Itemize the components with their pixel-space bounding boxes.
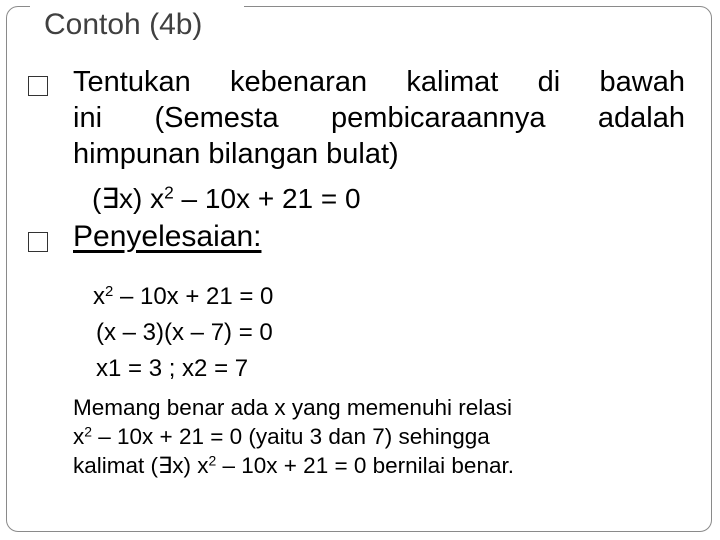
bullet-1-checkbox-icon xyxy=(28,76,48,96)
equation-1-exponent: 2 xyxy=(105,283,114,300)
bullet-1-text xyxy=(73,64,685,172)
solution-heading: Penyelesaian: xyxy=(73,220,262,253)
conclusion-line-2-rest: – 10x + 21 = 0 (yaitu 3 dan 7) sehingga xyxy=(92,424,490,449)
conclusion-line-3-pre: kalimat (∃x) x xyxy=(73,453,209,478)
bullet-1-line-2: ini (Semesta pembicaraannya adalah xyxy=(73,102,685,134)
equation-1-base: x xyxy=(93,283,105,310)
bullet-2-checkbox-icon xyxy=(28,232,48,252)
conclusion-line-3 xyxy=(73,453,514,479)
conclusion-line-2 xyxy=(73,424,490,450)
bullet-1-line-3: himpunan bilangan bulat) xyxy=(73,138,399,170)
statement-rest: – 10x + 21 = 0 xyxy=(173,183,361,214)
conclusion-line-2-base: x xyxy=(73,424,85,449)
statement xyxy=(92,182,361,215)
conclusion-line-2-exponent: 2 xyxy=(84,423,93,440)
equation-2: (x – 3)(x – 7) = 0 xyxy=(96,319,273,346)
slide-title: Contoh (4b) xyxy=(44,8,203,41)
bullet-1-line-1: Tentukan kebenaran kalimat di bawah xyxy=(73,66,685,98)
conclusion-line-1: Memang benar ada x yang memenuhi relasi xyxy=(73,395,512,420)
equation-1-rest: – 10x + 21 = 0 xyxy=(113,283,274,310)
equation-1 xyxy=(93,283,273,311)
statement-exponent: 2 xyxy=(164,182,174,203)
conclusion-line-3-exponent: 2 xyxy=(208,452,217,469)
conclusion-line-3-rest: – 10x + 21 = 0 bernilai benar. xyxy=(216,453,514,478)
statement-quantifier: (∃x) x xyxy=(92,183,165,214)
equation-3: x1 = 3 ; x2 = 7 xyxy=(96,355,249,382)
